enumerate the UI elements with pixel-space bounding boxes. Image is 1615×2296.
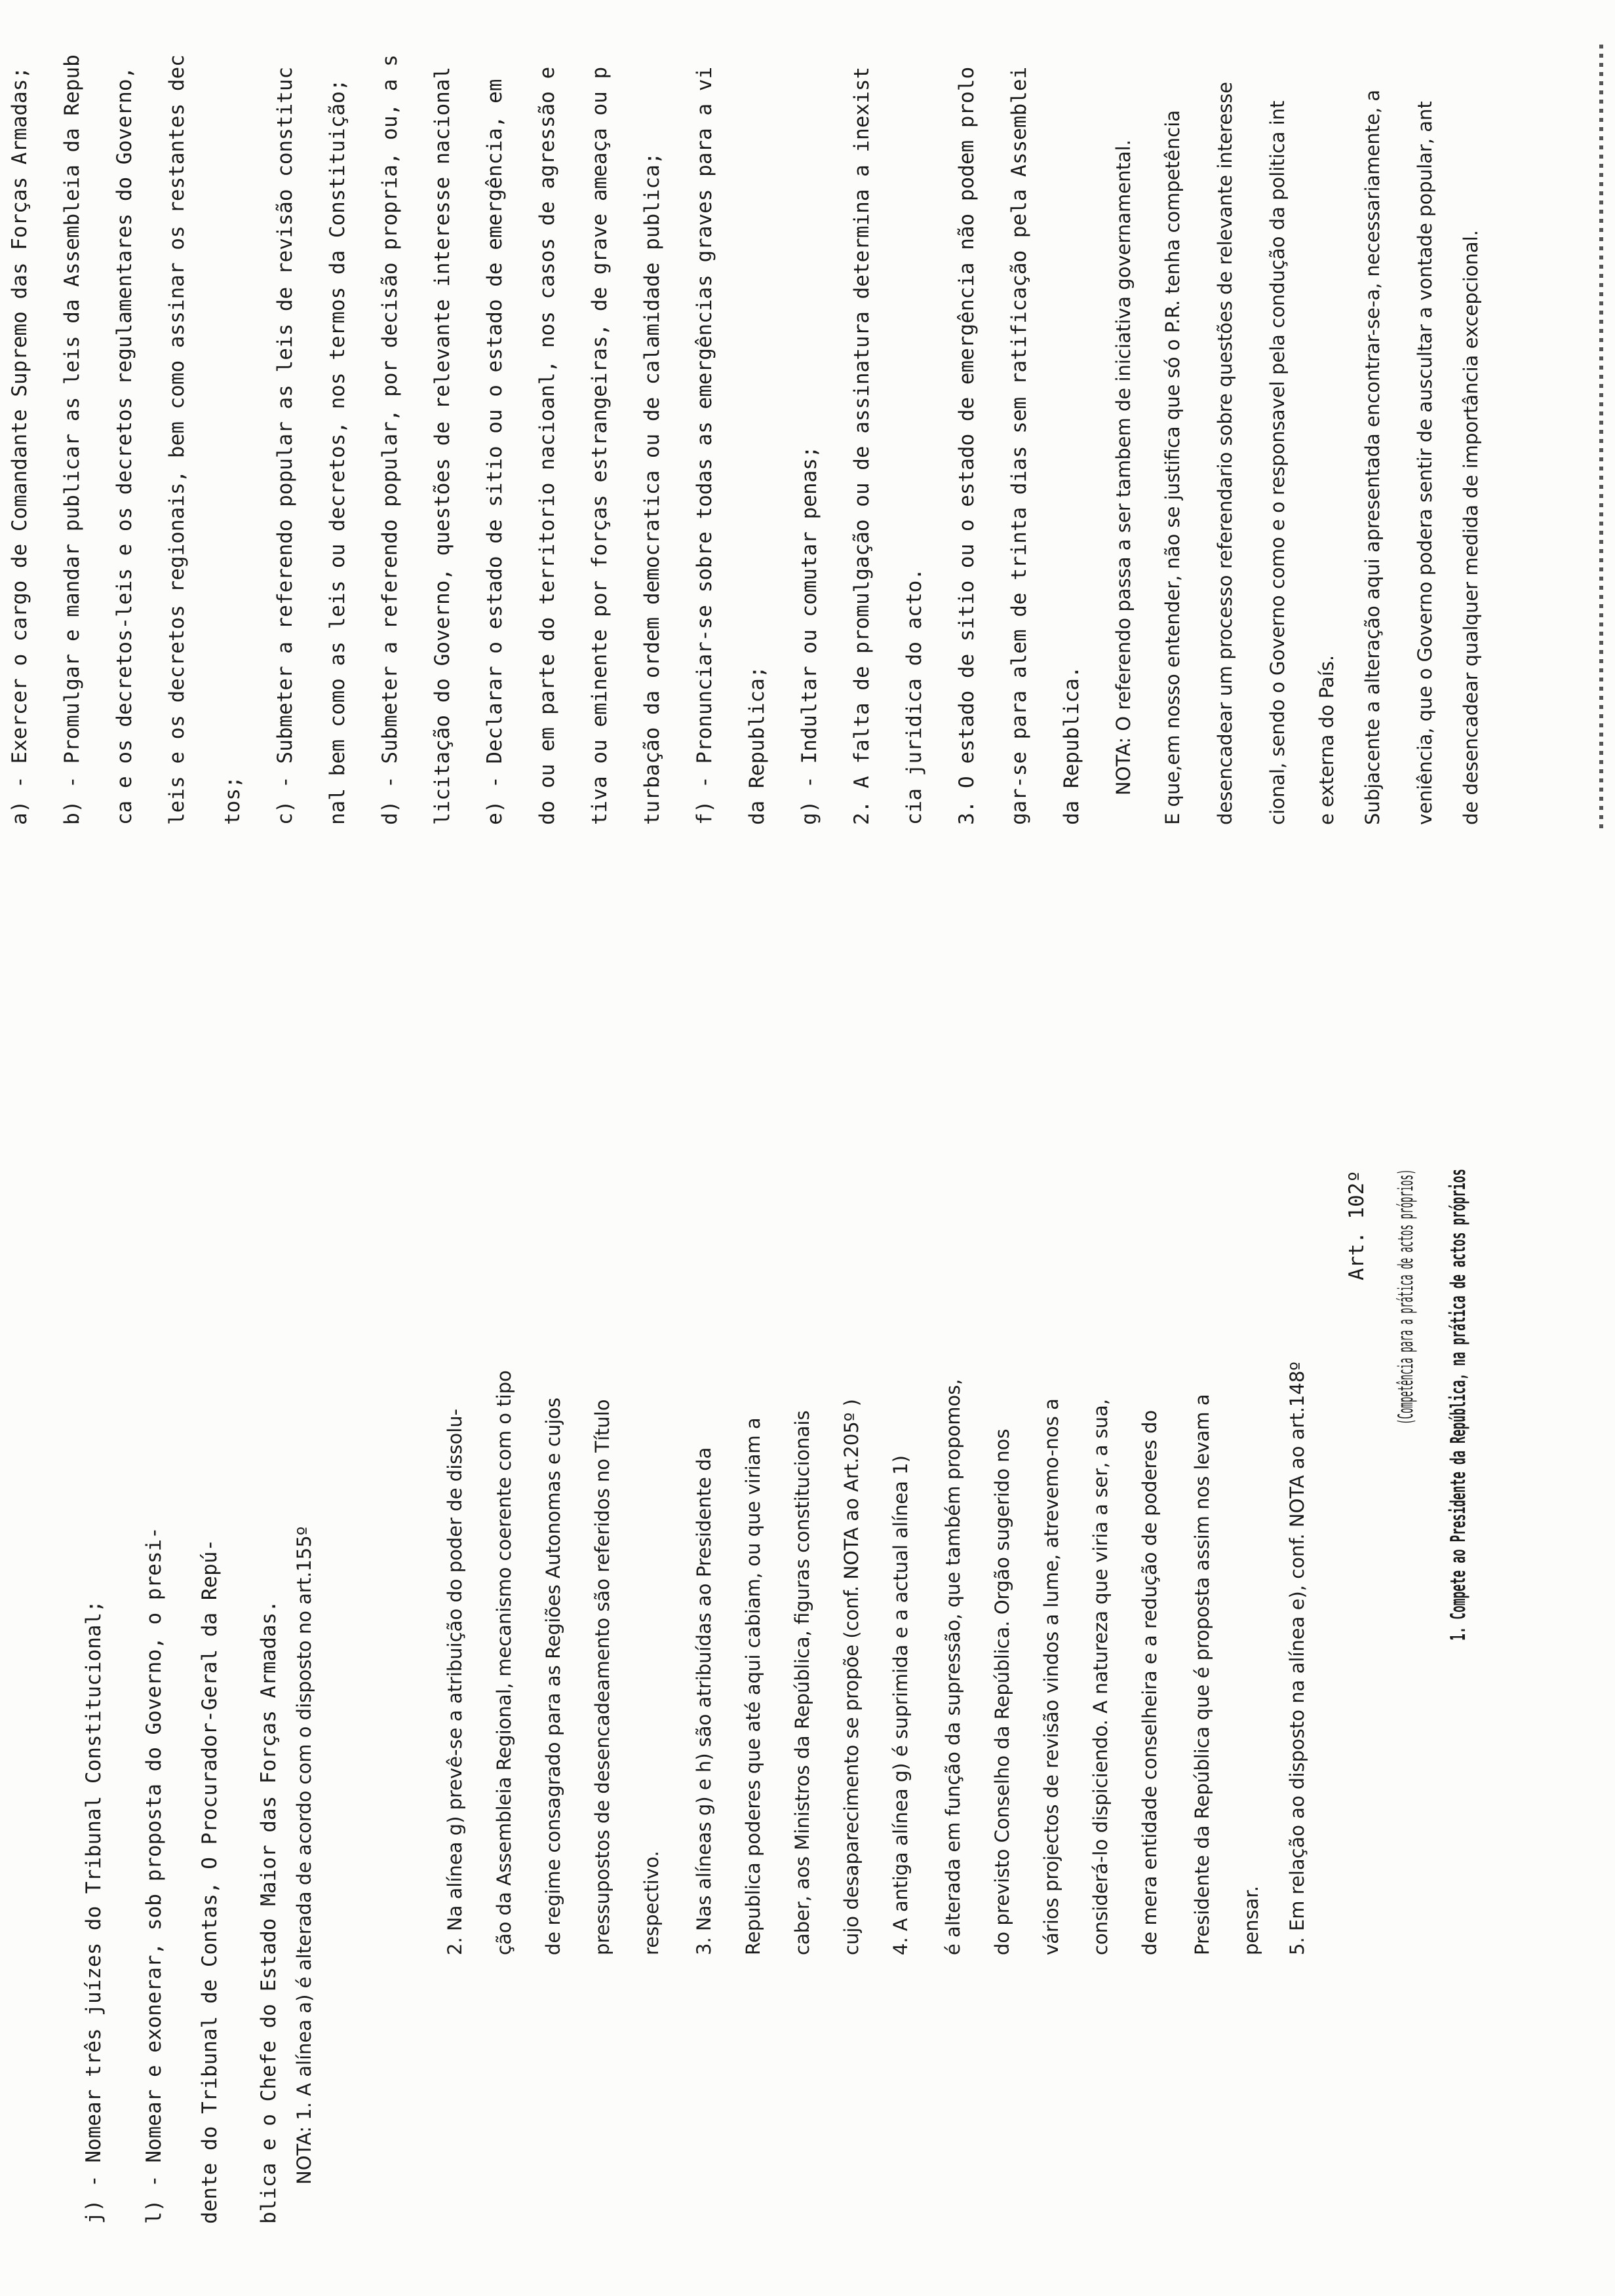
text-line: c) - Submeter a referendo popular as leis de revisão constituc [273,66,297,825]
text-line: g) - Indultar ou comutar penas; [798,446,821,825]
note-line: 5. Em relação ao disposto na alínea e), conf. NOTA ao art.148º [1286,1362,1308,1955]
nota-line: NOTA: 1. A alínea a) é alterada de acordo com o disposto no art.155º [293,1526,315,2185]
text-line: 2. A falta de promulgação ou de assinatura determina a inexist [850,66,874,825]
note-line: cional, sendo o Governo como e o responsavel pela condução da politica int [1266,100,1289,825]
text-line: turbação da ordem democratica ou de calamidade publica; [640,152,664,825]
text-line: blica e o Chefe do Estado Maior das Forças Armadas. [257,1600,281,2224]
note-line: vários projectos de revisão vindos a lume, atrevemo-nos a [1040,1398,1062,1955]
text-line: cia juridica do acto. [903,568,926,825]
text-line: 3. O estado de sitio ou o estado de emergência não podem prolo [955,66,979,825]
note-line: pressupostos de desencadeamento são referidos no Título [591,1399,613,1955]
note-line: Republica poderes que até aqui cabiam, ou que viriam a [742,1417,764,1955]
note-line: Subjacente a alteração aqui apresentada encontrar-se-a, necessariamente, a [1361,89,1384,825]
note-line: de mera entidade conselheira e a redução de poderes do [1138,1409,1161,1955]
text-line: ca e os decretos-leis e os decretos regulamentares do Governo, [113,66,136,825]
text-line: d) - Submeter a referendo popular, por decisão propria, ou, a s [378,54,402,825]
note-line: cujo desaparecimento se propõe (conf. NOTA ao Art.205º ) [840,1399,863,1955]
note-line: desencadear um processo referendario sobre questões de relevante interesse [1214,81,1236,825]
scan-edge-marks [1599,42,1603,828]
text-line: dente do Tribunal de Contas, O Procurador-Geral da Repú- [198,1539,222,2224]
text-line: da Republica; [745,666,769,825]
note-line: E que,em nosso entender, não se justifica que só o P.R. tenha competência [1161,109,1184,825]
text-line: do ou em parte do territorio nacioanl, nos casos de agressão e [535,66,559,825]
text-line: licitação do Governo, questões de relevante interesse nacional [431,66,454,825]
text-line: f) - Pronunciar-se sobre todas as emergências graves para a vi [693,66,716,825]
text-line: l) - Nomear e exonerar, sob proposta do Governo, o presi- [142,1527,166,2224]
text-line: e) - Declarar o estado de sitio ou o estado de emergência, em [483,79,507,825]
text-line: leis e os decretos regionais, bem como assinar os restantes dec [165,54,189,825]
note-line: de desencadear qualquer medida de importância excepcional. [1460,230,1482,825]
text-line: tos; [221,776,244,825]
note-line: 2. Na alínea g) prevê-se a atribuição do poder de dissolu- [444,1408,466,1955]
note-line: veniência, que o Governo podera sentir de auscultar a vontade popular, ant [1414,101,1436,825]
note-line: NOTA: O referendo passa a ser tambem de iniciativa governamental. [1112,140,1135,795]
note-line: considerá-lo dispiciendo. A natureza que viria a ser, a sua, [1089,1398,1112,1955]
note-line: caber, aos Ministros da República, figuras constitucionais [791,1410,813,1955]
article-first-line: 1. Compete ao Presidente da República, na prática de actos próprios [1447,1168,1470,1641]
note-line: respectivo. [640,1850,663,1955]
article-subtitle: (Competência para a prática de actos próprios) [1394,1169,1418,1425]
note-line: Presidente da República que é proposta assim nos levam a [1191,1394,1213,1955]
note-line: 3. Nas alíneas g) e h) são atribuídas ao Presidente da [693,1447,715,1955]
text-line: da Republica. [1060,666,1083,825]
note-line: do previsto Conselho da República. Orgão sugerido nos [991,1428,1013,1955]
note-line: pensar. [1240,1886,1262,1955]
note-line: de regime consagrado para as Regiões Autonomas e cujos [542,1397,564,1955]
text-line: b) - Promulgar e mandar publicar as leis da Assembleia da Repub [60,54,84,825]
note-line: e externa do País. [1315,655,1338,825]
note-line: 4. A antiga alínea g) é suprimida e a actual alínea 1) [889,1455,912,1955]
text-line: a) - Exercer o cargo de Comandante Supremo das Forças Armadas; [8,66,31,825]
text-line: j) - Nomear três juízes do Tribunal Constitucional; [82,1600,106,2224]
note-line: ção da Assembleia Regional, mecanismo coerente com o tipo [493,1370,515,1955]
note-line: é alterada em função da supressão, que também propomos, [942,1379,964,1955]
article-title: Art. 102º [1345,1170,1369,1280]
text-line: tiva ou eminente por forças estrangeiras, de grave ameaça ou p [588,66,612,825]
text-line: gar-se para alem de trinta dias sem ratificação pela Assemblei [1007,66,1031,825]
text-line: nal bem como as leis ou decretos, nos termos da Constituição; [326,79,349,825]
